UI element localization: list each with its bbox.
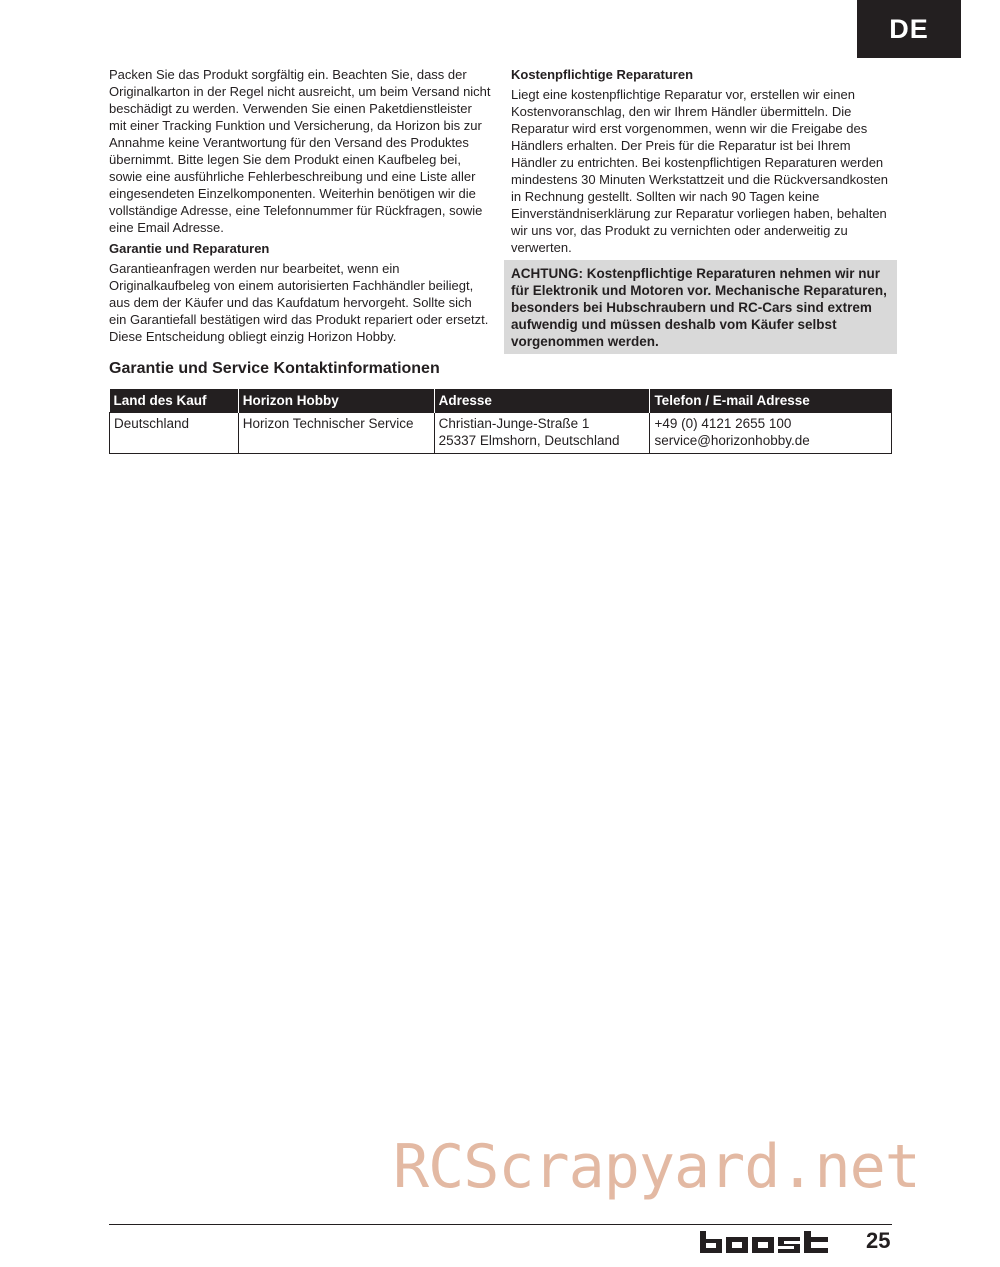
country-value: Deutschland xyxy=(114,416,190,431)
email-address[interactable]: service@horizonhobby.de xyxy=(654,433,810,448)
company-cell xyxy=(238,413,434,454)
column-header-contact: Telefon / E-mail Adresse xyxy=(650,389,892,413)
address-line-2: 25337 Elmshorn, Deutschland xyxy=(438,433,620,448)
column-header-address: Adresse xyxy=(434,389,650,413)
right-column xyxy=(511,66,897,354)
notice-box: ACHTUNG: Kostenpflichtige Reparaturen nehmen wir nur für Elektronik und Motoren vor. Mechanische Reparaturen, besonders bei Hubschraubern und RC-Cars sind extrem aufwendig und müssen deshalb vom Käufer selbst vorgenommen werden. xyxy=(504,260,897,354)
contact-cell xyxy=(650,413,892,454)
table-header-row xyxy=(110,389,892,413)
paid-repairs-paragraph: Liegt eine kostenpflichtige Reparatur vor, erstellen wir einen Kostenvoranschlag, den wir Ihrem Händler übermitteln. Die Reparatur wird erst vorgenommen, wenn wir die Freigabe des Händlers erhalten. Der Preis für die Reparatur ist bei Ihrem Händler zu entrichten. Bei kostenpflichtigen Reparaturen werden mindestens 30 Minuten Werkstattzeit und die Rückversandkosten in Rechnung gestellt. Sollten wir nach 90 Tagen keine Einverständniserklärung zur Reparatur vorliegen haben, behalten wir uns vor, das Produkt zu vernichten oder anderweitig zu verwerten. xyxy=(511,87,888,255)
language-tab: DE xyxy=(857,0,961,58)
phone-number: +49 (0) 4121 2655 100 xyxy=(654,416,792,431)
address-cell xyxy=(434,413,650,454)
warranty-heading: Garantie und Reparaturen xyxy=(109,241,270,256)
left-column xyxy=(109,66,491,349)
warranty-paragraph: Garantieanfragen werden nur bearbeitet, wenn ein Originalkaufbeleg von einem autorisierten Fachhändler beiliegt, aus dem der Käufer und das Kaufdatum hervorgeht. Sollte sich ein Garantiefall bestätigen wird das Produkt repariert oder ersetzt. Diese Entscheidung obliegt einzig Horizon Hobby. xyxy=(109,261,489,344)
boost-logo xyxy=(700,1231,828,1253)
column-header-company: Horizon Hobby xyxy=(238,389,434,413)
company-value: Horizon Technischer Service xyxy=(242,416,414,431)
page-number: 25 xyxy=(866,1228,891,1253)
contact-table xyxy=(109,389,892,454)
column-header-country: Land des Kauf xyxy=(110,389,239,413)
watermark: RCScrapyard.net xyxy=(393,1132,920,1202)
contact-section-title: Garantie und Service Kontaktinformationen xyxy=(109,360,440,377)
address-line-1: Christian-Junge-Straße 1 xyxy=(438,416,590,431)
paid-repairs-heading: Kostenpflichtige Reparaturen xyxy=(511,67,694,82)
country-cell xyxy=(110,413,239,454)
table-row xyxy=(110,413,892,454)
shipping-paragraph: Packen Sie das Produkt sorgfältig ein. Beachten Sie, dass der Originalkarton in der Regel nicht ausreicht, um beim Versand nicht beschädigt zu werden. Verwenden Sie einen Paketdienstleister mit einer Tracking Funktion und Versicherung, da Horizon bis zur Annahme keine Verantwortung für den Versand des Produktes übernimmt. Bitte legen Sie dem Produkt einen Kaufbeleg bei, sowie eine ausführliche Fehlerbeschreibung und eine Liste aller eingesendeten Einzelkomponenten. Weiterhin benötigen wir die vollständige Adresse, eine Telefonnummer für Rückfragen, sowie eine Email Adresse. xyxy=(109,67,491,235)
footer-divider xyxy=(109,1224,892,1225)
